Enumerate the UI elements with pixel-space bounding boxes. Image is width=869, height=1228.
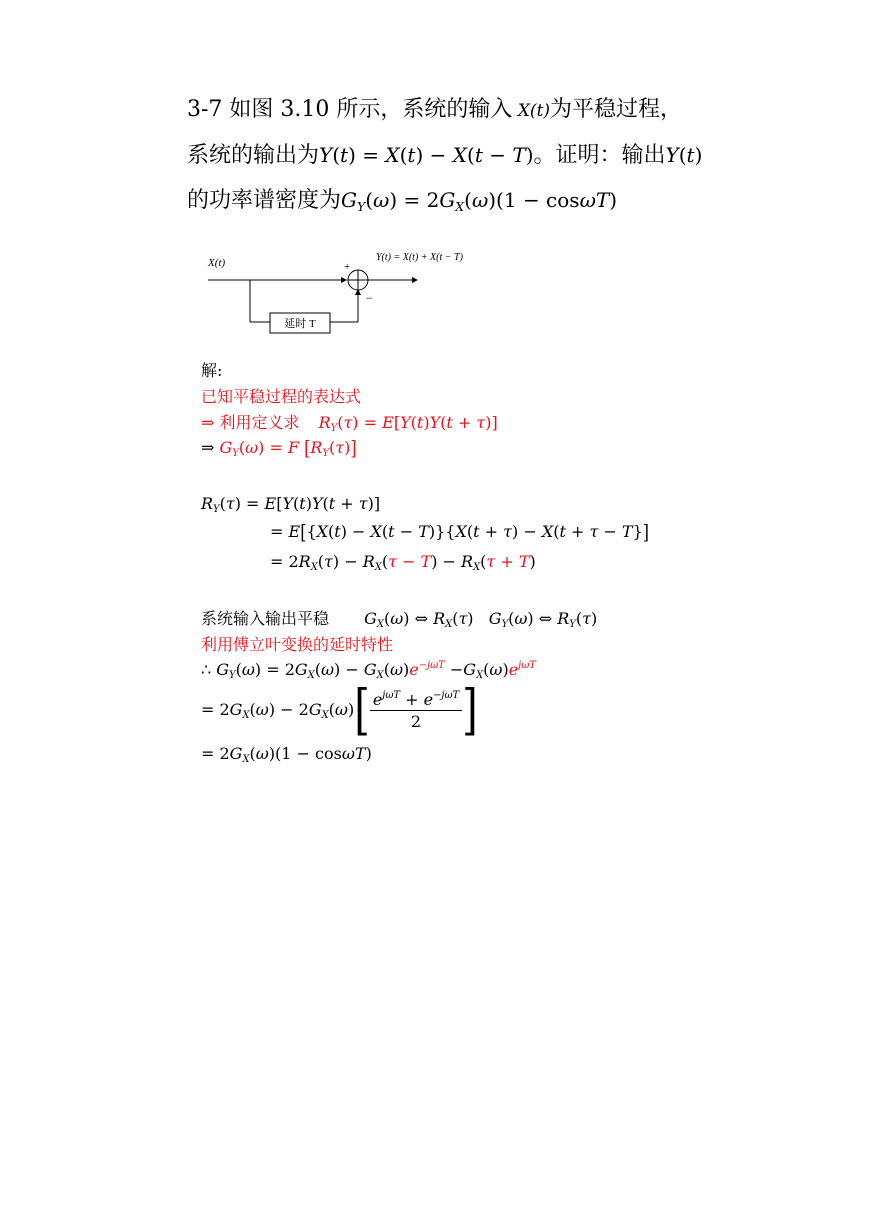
final-line-1: ∴ $G_Y(\omega) = 2G_X(\omega) - G_X(\omega)e^{-j\omega T} -G_X(\omega)e^{j\omega T}$ xyxy=(201,660,536,682)
step-1-eq: $R_Y(\tau) = E[Y(t)Y(t + \tau)]$ xyxy=(318,413,498,435)
plus-sign: + xyxy=(344,261,351,273)
deriv-line-1: $R_Y(\tau) = E[Y(t)Y(t + \tau)]$ xyxy=(201,494,381,516)
problem-text: 。证明：输出 xyxy=(533,143,666,168)
step-1 xyxy=(201,410,498,434)
diagram-output-label: Y(t) = X(t) + X(t − T) xyxy=(376,252,463,263)
problem-text: 系统的输出为 xyxy=(187,143,320,168)
input-symbol: X(t) xyxy=(517,101,551,121)
output-equation: Y(t) = X(t) − X(t − T) xyxy=(319,143,534,167)
minus-sign: − xyxy=(366,291,373,305)
final-line-2: = $2G_X(\omega) - 2G_X(\omega)$[ $\frac{e^{j\omega T} + e^{-j\omega T}}{2}$ ] xyxy=(201,679,478,742)
delay-label: 延时 T xyxy=(284,318,316,330)
problem-line-3 xyxy=(187,183,617,214)
input-arrow xyxy=(341,277,347,283)
pairs-eq: $G_X(\omega)$ ⇔ $R_X(\tau)$ $G_Y(\omega)$ ⇔ $R_Y(\tau)$ xyxy=(364,609,598,631)
fraction-denominator: 2 xyxy=(410,712,422,731)
pairs-line xyxy=(201,606,597,630)
problem-text: 3-7 如图 3.10 所示，系统的输入 xyxy=(187,97,513,122)
deriv-line-2: = E[{X(t) − X(t − T)}{X(t + τ) − X(t + τ − T}] xyxy=(270,519,650,544)
pairs-text: 系统输入输出平稳 xyxy=(201,609,330,628)
step-1-text: ⇒ 利用定义求 xyxy=(201,413,300,432)
problem-line-2 xyxy=(187,138,702,169)
cos-fraction: $\frac{e^{j\omega T} + e^{-j\omega T}}{2}$ xyxy=(370,690,462,731)
problem-text: 为平稳过程， xyxy=(550,97,683,122)
solution-heading: 解: xyxy=(201,361,223,380)
deriv-line-3: = $2R_X(\tau) - R_X(\tau - T) - R_X(\tau + T)$ xyxy=(270,552,536,574)
output-symbol: Y(t) xyxy=(665,143,703,167)
diagram-input-label: X(t) xyxy=(208,257,226,269)
block-diagram xyxy=(200,240,500,350)
psd-equation: $G_Y(\omega) = 2G_X(\omega)(1 - \cos\omega T)$ xyxy=(341,188,618,214)
step-2: ⇒ $G_Y(\omega) = F$ $[R_Y(\tau)]$ xyxy=(201,435,357,460)
problem-text: 的功率谱密度为 xyxy=(187,188,342,213)
problem-line-1 xyxy=(187,92,682,123)
note-stationary: 已知平稳过程的表达式 xyxy=(201,387,362,406)
output-arrow xyxy=(412,277,418,283)
final-line-3: = $2G_X(\omega)(1 - \cos\omega T)$ xyxy=(201,744,372,766)
note-delay-property: 利用傅立叶变换的延时特性 xyxy=(201,635,394,654)
